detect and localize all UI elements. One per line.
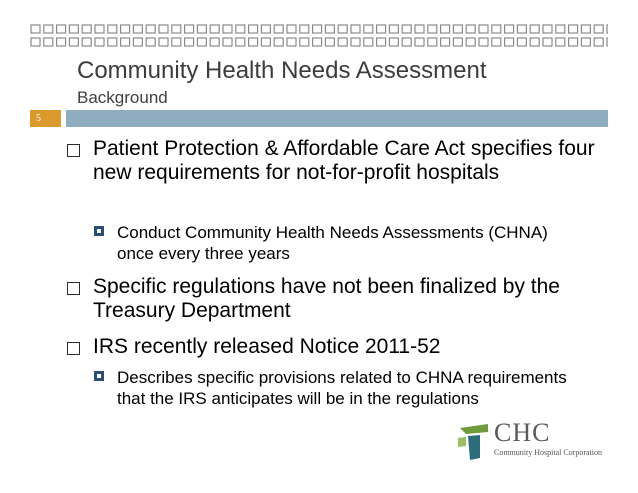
- checkbox-bullet-icon: [67, 342, 80, 355]
- sub-bullet-item: [117, 367, 577, 409]
- chc-logo-mark-icon: [458, 418, 492, 462]
- sub-bullet-text: Conduct Community Health Needs Assessments (CHNA) once every three years: [117, 223, 548, 263]
- sub-bullet-item: [117, 222, 577, 264]
- bullet-item: [93, 137, 613, 185]
- logo-tagline: Community Hospital Corporation: [494, 448, 602, 457]
- checkbox-bullet-icon: [67, 282, 80, 295]
- slide-number: 5: [36, 113, 41, 124]
- sub-bullet-text: Describes specific provisions related to CHNA requirements that the IRS anticipates will be in the regulations: [117, 368, 567, 408]
- slide-number-box: [30, 110, 61, 127]
- bullet-text: IRS recently released Notice 2011-52: [93, 335, 441, 358]
- bullet-text: Specific regulations have not been finalized by the Treasury Department: [93, 275, 560, 322]
- chc-logo: [458, 418, 602, 464]
- slide-title: Community Health Needs Assessment: [77, 57, 487, 84]
- logo-name: CHC: [494, 418, 551, 447]
- bullet-item: [93, 275, 613, 323]
- bullet-text: Patient Protection & Affordable Care Act specifies four new requirements for not-for-profit hospitals: [93, 137, 595, 184]
- square-bullet-icon: [94, 226, 104, 236]
- square-bullet-icon: [94, 371, 104, 381]
- bullet-item: [93, 335, 613, 359]
- decorative-square-pattern: [30, 23, 608, 49]
- slide-subtitle: Background: [77, 88, 168, 107]
- title-rule-bar: [66, 110, 608, 127]
- checkbox-bullet-icon: [67, 144, 80, 157]
